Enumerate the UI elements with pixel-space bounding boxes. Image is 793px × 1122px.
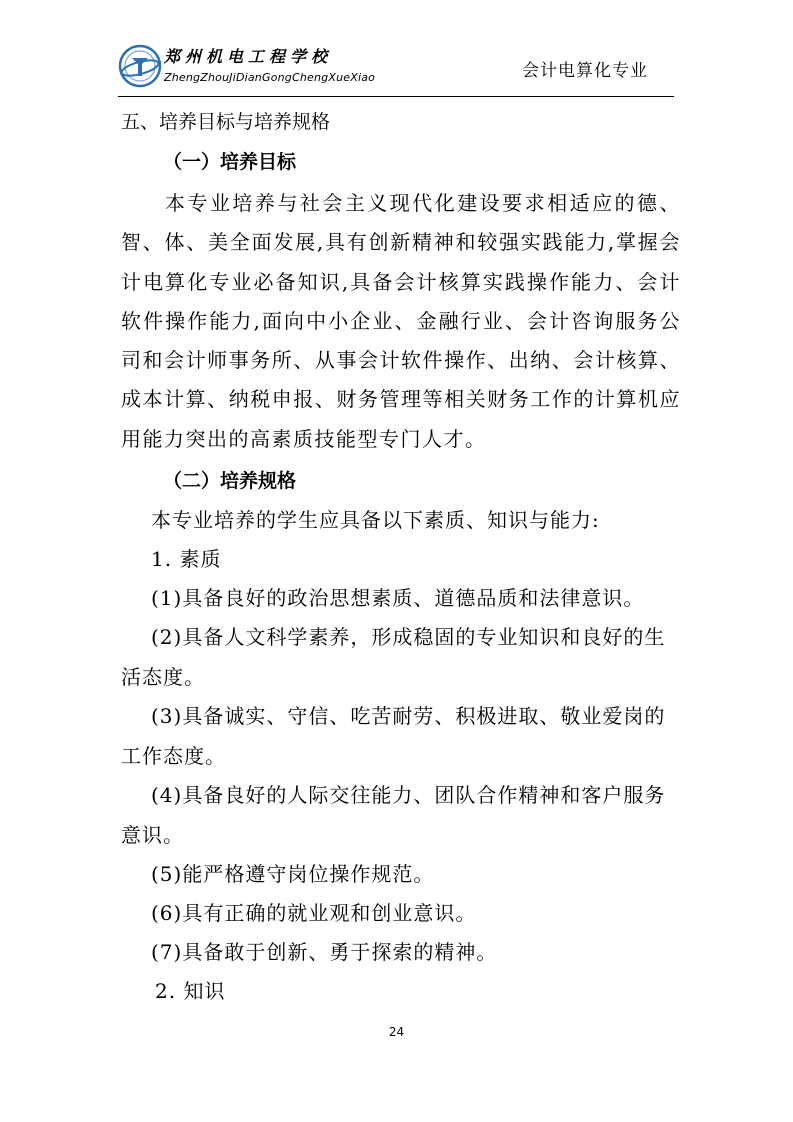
subsection-title-spec: （二）培养规格 [163,470,297,493]
page-number: 24 [388,1025,405,1039]
list-item: (6)具有正确的就业观和创业意识。 [151,901,477,926]
section-title: 五、培养目标与培养规格 [121,111,331,133]
point-quality-heading: 1. 素质 [151,547,222,572]
list-item: (5)能严格遵守岗位操作规范。 [151,862,435,887]
header-divider [118,96,674,97]
document-body [121,102,681,1011]
school-name-en: ZhengZhouJiDianGongChengXueXiao [164,71,376,84]
list-item: (4)具备良好的人际交往能力、团队合作精神和客户服务意识。 [121,783,666,847]
list-item: (3)具备诚实、守信、吃苦耐劳、积极进取、敬业爱岗的工作态度。 [121,704,666,768]
goal-paragraph: 本专业培养与社会主义现代化建设要求相适应的德、智、体、美全面发展,具有创新精神和较强实践能力,掌握会计电算化专业必备知识,具备会计核算实践操作能力、会计软件操作能力,面向中小企业、金融行业、会计咨询服务公司和会计师事务所、从事会计软件操作、出纳、会计核算、成本计算、纳税申报、财务管理等相关财务工作的计算机应用能力突出的高素质技能型专门人才。 [121,191,681,451]
major-title: 会计电算化专业 [522,61,648,81]
point-knowledge-heading: 2. 知识 [155,979,226,1004]
spec-intro: 本专业培养的学生应具备以下素质、知识与能力: [151,508,600,533]
school-name-cn: 郑州机电工程学校 [164,47,333,66]
page-header [118,38,674,96]
subsection-title-goal: （一）培养目标 [163,151,297,173]
list-item: (2)具备人文科学素养，形成稳固的专业知识和良好的生活态度。 [121,625,666,689]
list-item: (7)具备敢于创新、勇于探索的精神。 [151,940,498,965]
list-item: (1)具备良好的政治思想素质、道德品质和法律意识。 [151,586,645,611]
school-logo-icon [118,44,162,88]
